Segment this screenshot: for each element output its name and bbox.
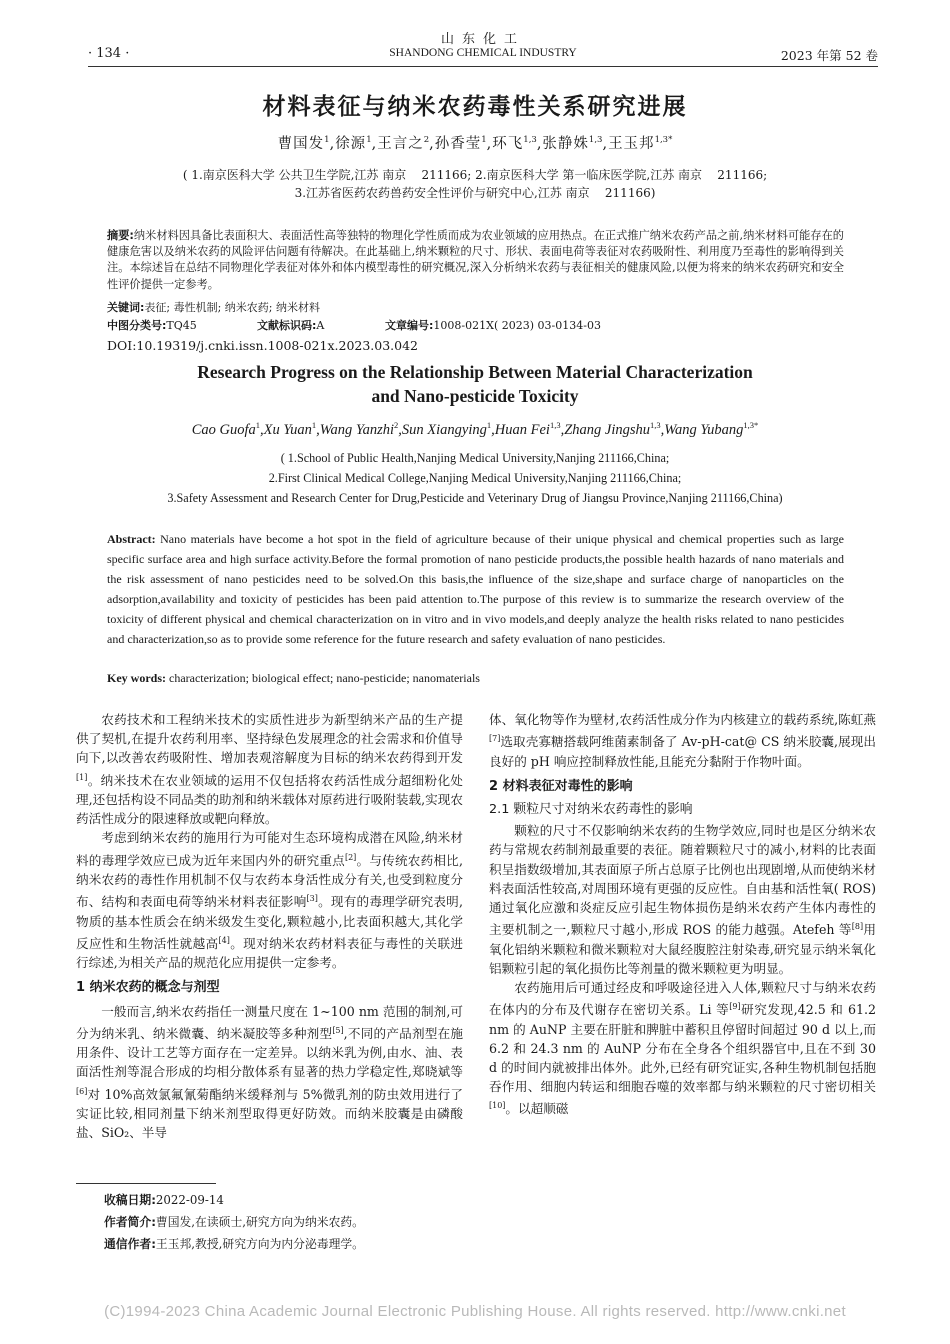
title-en-line-2: and Nano-pesticide Toxicity (371, 386, 579, 406)
section-heading-1: 1 纳米农药的概念与剂型 (76, 980, 220, 996)
author-affiliation-mark: 1,3* (743, 420, 759, 430)
author-affiliation-mark: 1 (481, 135, 487, 146)
author-name: 王玉邦 (608, 136, 655, 152)
section-heading-2: 2 材料表征对毒性的影响 (489, 778, 633, 794)
paragraph: 一般而言,纳米农药指任一测量尺度在 1~100 nm 范围的制剂,可分为纳米乳、纳米微囊、纳米凝胶等多种剂型[5],不同的产品剂型在施用条件、设计工艺等方面存在一定差异。以纳米乳为例,由水、油、表面活性剂等混合形成的均相分散体系有显著的热力学稳定性,郑晓斌等[6]对 10%高效氯氟氰菊酯纳米缓释剂与 5%微乳剂的防虫效用进行了实证比较,相同剂量下纳米剂型取得更好防效。而纳米胶囊是由磷酸盐、SiO₂、半导 (76, 1003, 463, 1141)
author-separator: , (260, 421, 264, 438)
running-header (88, 28, 878, 72)
author-name: Wang Yubang (664, 421, 744, 438)
author-affiliation-mark: 1 (311, 420, 317, 430)
paragraph: 体、氧化物等作为壁材,农药活性成分作为内核建立的载药系统,陈虹燕[7]选取壳寡糖搭载阿维菌素制备了 Av-pH-cat@ CS 纳米胶囊,展现出良好的 pH 响应控制释放性能,且能充分黏附于作物叶面。 (489, 712, 876, 769)
author-name: Xu Yuan (263, 421, 312, 438)
citation[interactable]: [3] (306, 894, 318, 904)
citation[interactable]: [1] (76, 772, 88, 782)
footnote-rule (76, 1183, 216, 1184)
citation[interactable]: [9] (729, 1002, 741, 1012)
abstract-en-text: Nano materials have become a hot spot in the field of agriculture because of their unique physical and chemical properties such as large specific surface area and high surface activity.Before the formal promotion of nano pesticide products,the possible health hazards of nano materials and the risk assessment of nano pesticides need to be solved.On this basis,the influence of the size,shape and surface charge of nanoparticles on the adsorption,availability and toxicity of pesticides has been paid attention to.The purpose of this review is to summarize the research overview of the toxicity of different physical and chemical characterization on in vitro and in vivo models,and deeply analyze the health risks related to nano pesticides and characterization,so as to provide some reference for the future research and safety evaluation of nano pesticides. (107, 532, 845, 646)
author-affiliation-mark: 2 (423, 135, 430, 146)
author-separator: , (491, 421, 495, 438)
journal-name-en: SHANDONG CHEMICAL INDUSTRY (389, 47, 577, 59)
author-separator: , (660, 421, 665, 438)
author-name: 孙香莹 (434, 136, 482, 152)
abstract-en (107, 529, 844, 649)
author-separator: , (486, 136, 493, 152)
article-no-value: 1008-021X( 2023) 03-0134-03 (433, 319, 601, 332)
author-name: Sun Xiangying (401, 421, 487, 438)
author-affiliation-mark: 1,3* (654, 135, 673, 146)
author-separator: , (371, 136, 378, 152)
keywords-cn-label: 关键词: (107, 301, 145, 314)
footnote-received: 收稿日期:2022-09-14 (104, 1193, 224, 1207)
classification-line (107, 318, 844, 333)
keywords-cn (107, 300, 844, 315)
keywords-en-text: characterization; biological effect; nano-pesticide; nanomaterials (169, 671, 480, 685)
author-separator: , (316, 421, 320, 438)
author-name: 徐源 (335, 136, 367, 152)
author-separator: , (536, 136, 543, 152)
author-affiliation-mark: 1,3 (588, 135, 603, 146)
author-name: Huan Fei (494, 421, 550, 438)
body-column-left (76, 710, 463, 1142)
body-column-right (489, 710, 876, 1119)
author-separator: , (602, 136, 609, 152)
author-affiliation-mark: 1,3 (650, 420, 661, 430)
citation[interactable]: [4] (218, 935, 230, 945)
abstract-cn (107, 228, 844, 293)
clc-label: 中图分类号: (107, 319, 167, 332)
affiliation-en-3: 3.Safety Assessment and Research Center for Drug,Pesticide and Veterinary Drug of Jiangsu Province,Nanjing 211166,China) (167, 491, 783, 505)
affiliations-cn: ( 1.南京医科大学 公共卫生学院,江苏 南京 211166; 2.南京医科大学 第一临床医学院,江苏 南京 211166; 3.江苏省医药农药兽药安全性评价与研究中心,江苏 南京 211166) (182, 168, 768, 200)
author-name: 张静姝 (542, 136, 589, 152)
affiliation-en-1: ( 1.School of Public Health,Nanjing Medical University,Nanjing 211166,China; (280, 451, 670, 465)
footnote-author: 作者简介:曹国发,在读硕士,研究方向为纳米农药。 (104, 1215, 364, 1229)
article-title-cn: 材料表征与纳米农药毒性关系研究进展 (262, 94, 688, 120)
author-name: Wang Yanzhi (319, 421, 395, 438)
footnote-corresponding: 通信作者:王玉邦,教授,研究方向为内分泌毒理学。 (104, 1237, 364, 1251)
keywords-en (107, 669, 844, 687)
subsection-heading-2-1: 2.1 颗粒尺寸对纳米农药毒性的影响 (489, 802, 693, 817)
author-affiliation-mark: 1 (255, 420, 261, 430)
header-rule (88, 66, 878, 67)
clc-value: TQ45 (166, 319, 197, 332)
author-affiliation-mark: 1 (324, 135, 330, 146)
citation[interactable]: [7] (489, 734, 501, 744)
paragraph: 颗粒的尺寸不仅影响纳米农药的生物学效应,同时也是区分纳米农药与常规农药制剂最重要的表征。随着颗粒尺寸的减小,材料的比表面积呈指数级增加,其表面原子所占总原子比例也出现剧增,从而使纳米材料表面活性较高,对周围环境有更强的反应性。自由基和活性氧( ROS) 通过氧化应激和炎症反应引起生物体损伤是纳米农药产生体内毒性的主要机制之一,颗粒尺寸越小,形成 ROS 的能力越强。Atefeh 等[8]用氧化铝纳米颗粒和微米颗粒对大鼠经腹腔注射染毒,研究显示纳米氧化铝颗粒引起的氧化损伤比等剂量的微米颗粒更为明显。 (489, 823, 877, 976)
article-no-label: 文章编号: (385, 319, 434, 332)
author-affiliation-mark: 1,3 (549, 420, 561, 430)
author-name: Cao Guofa (191, 421, 256, 438)
paragraph: 考虑到纳米农药的施用行为可能对生态环境构成潜在风险,纳米材料的毒理学效应已成为近年来国内外的研究重点[2]。与传统农药相比,纳米农药的毒性作用机制不仅与农药本身活性成分有关,也受到粒度分布、结构和表面电荷等纳米材料表征影响[3]。现有的毒理学研究表明,物质的基本性质会在纳米级发生变化,颗粒越小,比表面积越大,其化学反应性和生物活性就越高[4]。现对纳米农药材料表征与毒性的关联进行综述,为相关产品的规范化应用提供一定参考。 (76, 830, 464, 971)
keywords-en-label: Key words: (107, 671, 166, 685)
author-name: 王言之 (377, 136, 424, 152)
abstract-cn-label: 摘要: (107, 229, 134, 242)
author-separator: , (398, 421, 402, 438)
doi[interactable]: DOI:10.19319/j.cnki.issn.1008-021x.2023.03.042 (107, 338, 419, 353)
paragraph: 农药技术和工程纳米技术的实质性进步为新型纳米产品的生产提供了契机,在提升农药利用率、坚持绿色发展理念的社会需求和价值导向下,以改善农药吸附性、增加表观溶解度为目标的纳米农药得到开发[1]。纳米技术在农业领域的运用不仅包括将农药活性成分超细粉化处理,还包括构设不同品类的助剂和纳米载体对原药进行吸附装载,实现农药活性成分的限速释放或靶向释放。 (76, 712, 463, 827)
doc-code-value: A (316, 319, 325, 332)
author-separator: , (429, 136, 435, 152)
page-number: · 134 · (88, 46, 130, 61)
author-affiliation-mark: 1,3 (523, 135, 537, 146)
author-affiliation-mark: 1 (486, 420, 492, 430)
keywords-cn-text: 表征; 毒性机制; 纳米农药; 纳米材料 (144, 301, 321, 314)
citation[interactable]: [2] (344, 852, 357, 862)
author-name: 曹国发 (277, 136, 325, 152)
volume-info: 2023 年第 52 卷 (780, 48, 878, 63)
paragraph: 农药施用后可通过经皮和呼吸途径进入人体,颗粒尺寸与纳米农药在体内的分布及代谢存在密切关系。Li 等[9]研究发现,42.5 和 61.2 nm 的 AuNP 主要在肝脏和脾脏中蓄积且停留时间超过 90 d 以上,而 6.2 和 24.3 nm 的 AuNP 分布在全身各个组织器官中,且在不到 30 d 的时间内就被排出体外。此外,已经有研究证实,各种生物机制包括胞吞作用、细胞内转运和细胞吞噬的效率都与纳米颗粒的尺寸密切相关[10]。以超顺磁 (489, 980, 876, 1117)
affiliation-en-2: 2.First Clinical Medical College,Nanjing Medical University,Nanjing 211166,China; (268, 471, 682, 485)
author-list-en (0, 420, 950, 439)
citation[interactable]: [6] (76, 1086, 88, 1096)
author-name: 环飞 (492, 136, 524, 152)
author-affiliation-mark: 1 (366, 135, 372, 146)
copyright-notice: (C)1994-2023 China Academic Journal Electronic Publishing House. All rights reserved. http://www.cnki.net (104, 1303, 846, 1320)
author-separator: , (560, 421, 565, 438)
author-affiliation-mark: 2 (394, 420, 399, 430)
citation[interactable]: [10] (489, 1101, 506, 1111)
citation[interactable]: [8] (851, 922, 864, 932)
abstract-cn-text: 纳米材料因具备比表面积大、表面活性高等独特的物理化学性质而成为农业领域的应用热点。在正式推广纳米农药产品之前,纳米材料可能存在的健康危害以及纳米农药的风险评估问题有待解决。在此基础上,纳米颗粒的尺寸、形状、表面电荷等表征对农药吸附性、利用度乃至毒性的影响得到关注。本综述旨在总结不同物理化学表征对体外和体内模型毒性的研究概况,深入分析纳米农药与表征相关的健康风险,以便为将来的纳米农药研究和安全性评价提供一定参考。 (107, 229, 844, 291)
author-name: Zhang Jingshu (564, 421, 650, 438)
journal-name-cn: 山东化工 (440, 32, 525, 47)
title-en-line-1: Research Progress on the Relationship Between Material Characterization (197, 362, 753, 382)
citation[interactable]: [5] (332, 1025, 344, 1035)
article-title-en (0, 360, 950, 408)
author-separator: , (329, 136, 336, 152)
doc-code-label: 文献标识码: (257, 319, 317, 332)
abstract-en-label: Abstract: (107, 532, 156, 546)
author-list-cn (0, 132, 950, 153)
